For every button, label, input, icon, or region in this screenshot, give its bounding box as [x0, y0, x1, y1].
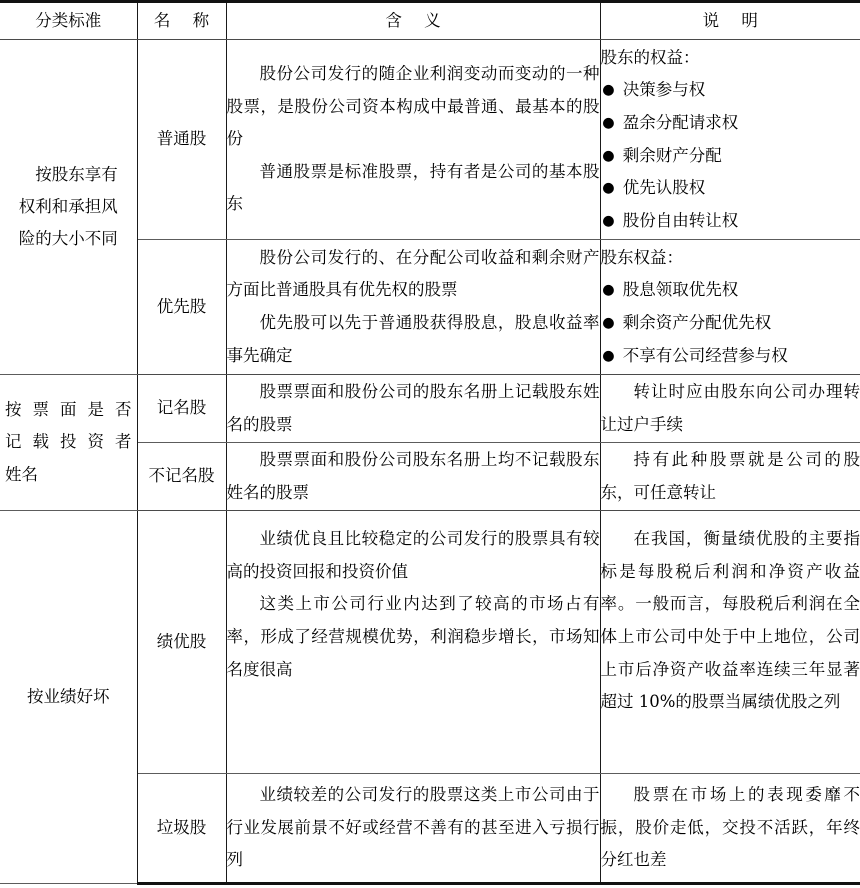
- table-row: [0, 375, 860, 443]
- list-item-label: 股份自由转让权: [622, 210, 739, 230]
- bullet-icon: ●: [602, 315, 615, 331]
- criterion-line: 权利和承担风: [18, 196, 118, 216]
- bullet-icon: ●: [602, 180, 615, 197]
- list-item: [601, 107, 860, 140]
- list-item: [601, 274, 860, 307]
- list-item-label: 盈余分配请求权: [622, 112, 739, 132]
- table-row: [0, 511, 860, 774]
- note-paragraph: 在我国，衡量绩优股的主要指标是每股税后利润和净资产收益率。一般而言，每股税后利润在全体上市公司中处于中上地位，公司上市后净资产收益率连续三年显著超过 10%的股票当属绩优股之列: [600, 529, 860, 712]
- list-item-label: 不享有公司经营参与权: [622, 345, 788, 365]
- note-cell: [600, 375, 860, 443]
- column-header-criterion: [0, 2, 137, 40]
- list-item: [601, 74, 860, 107]
- bullet-icon: ●: [602, 147, 615, 164]
- name-cell: 记名股: [137, 375, 226, 443]
- meaning-paragraph: 股票票面和股份公司的股东名册上记载股东姓名的股票: [226, 381, 600, 434]
- list-item-label: 剩余资产分配优先权: [622, 313, 772, 332]
- meaning-paragraph: 股份公司发行的、在分配公司收益和剩余财产方面比普通股具有优先权的股票: [226, 247, 600, 300]
- table-row: [0, 40, 860, 240]
- criterion-cell-group-2: [0, 511, 137, 884]
- note-bullet-list: [601, 274, 860, 372]
- meaning-paragraph: 业绩较差的公司发行的股票这类上市公司由于行业发展前景不好或经营不善有的甚至进入亏损行列: [226, 785, 600, 870]
- list-item-label: 优先认股权: [622, 178, 706, 198]
- criterion-line: 按票面是否: [5, 400, 132, 420]
- name-cell: 优先股: [137, 240, 226, 375]
- meaning-cell: [226, 40, 600, 240]
- bullet-icon: ●: [602, 347, 615, 364]
- column-header-criterion-label: 分类标准: [35, 10, 102, 30]
- column-header-meaning-label-a: 含: [385, 10, 402, 30]
- list-item-label: 决策参与权: [622, 80, 706, 100]
- meaning-cell: [226, 774, 600, 884]
- criterion-line: 姓名: [5, 464, 38, 484]
- note-cell: [600, 40, 860, 240]
- list-item: [601, 307, 860, 340]
- table-header: [0, 2, 860, 40]
- meaning-paragraph: 业绩优良且比较稳定的公司发行的股票具有较高的投资回报和投资价值: [226, 529, 600, 581]
- column-header-meaning-label-b: 义: [424, 10, 441, 30]
- list-item: [601, 205, 860, 238]
- note-heading: 股东的权益：: [600, 47, 700, 67]
- criterion-line: 险的大小不同: [18, 229, 118, 249]
- note-cell: [600, 240, 860, 375]
- list-item: [601, 172, 860, 205]
- meaning-cell: [226, 375, 600, 443]
- column-header-note-label-b: 明: [741, 10, 758, 30]
- column-header-name-label-b: 称: [192, 10, 210, 30]
- table-body: [0, 40, 860, 884]
- meaning-paragraph: 股票票面和股份公司股东名册上均不记载股东姓名的股票: [226, 449, 600, 502]
- column-header-note: [600, 2, 860, 40]
- name-cell: 不记名股: [137, 443, 226, 511]
- bullet-icon: ●: [602, 282, 615, 299]
- note-paragraph: 持有此种股票就是公司的股东，可任意转让: [600, 449, 860, 502]
- criterion-line: 按股东享有: [35, 164, 118, 184]
- list-item-label: 剩余财产分配: [622, 145, 722, 165]
- meaning-cell: [226, 511, 600, 774]
- name-cell: 垃圾股: [137, 774, 226, 884]
- criterion-line: 按业绩好坏: [27, 686, 110, 706]
- bullet-icon: ●: [602, 82, 615, 99]
- column-header-note-label-a: 说: [702, 10, 720, 30]
- criterion-cell-group-1: [0, 375, 137, 511]
- note-paragraph: 股票在市场上的表现委靡不振，股价走低，交投不活跃，年终分红也差: [600, 785, 860, 870]
- name-cell: 普通股: [137, 40, 226, 240]
- list-item: [601, 340, 860, 373]
- name-cell: 绩优股: [137, 511, 226, 774]
- note-bullet-list: [601, 74, 860, 237]
- column-header-meaning: [226, 2, 600, 40]
- header-row: [0, 2, 860, 40]
- note-cell: [600, 511, 860, 774]
- meaning-cell: [226, 443, 600, 511]
- meaning-paragraph: 普通股票是标准股票，持有者是公司的基本股东: [226, 161, 600, 214]
- criterion-line: 记载投资者: [5, 432, 132, 452]
- meaning-cell: [226, 240, 600, 375]
- note-heading: 股东权益：: [600, 247, 683, 267]
- bullet-icon: ●: [602, 114, 615, 131]
- note-paragraph: 转让时应由股东向公司办理转让过户手续: [600, 381, 860, 434]
- column-header-name-label-a: 名: [153, 10, 171, 30]
- meaning-paragraph: 这类上市公司行业内达到了较高的市场占有率，形成了经营规模优势，利润稳步增长，市场知名度很高: [226, 594, 600, 679]
- list-item-label: 股息领取优先权: [622, 280, 739, 300]
- criterion-cell-group-0: [0, 40, 137, 375]
- column-header-name: [137, 2, 226, 40]
- meaning-paragraph: 优先股可以先于普通股获得股息，股息收益率事先确定: [226, 313, 600, 365]
- meaning-paragraph: 股份公司发行的随企业利润变动而变动的一种股票，是股份公司资本构成中最普通、最基本的股份: [226, 63, 600, 149]
- note-cell: [600, 774, 860, 884]
- note-cell: [600, 443, 860, 511]
- list-item: [601, 140, 860, 173]
- bullet-icon: ●: [602, 212, 615, 229]
